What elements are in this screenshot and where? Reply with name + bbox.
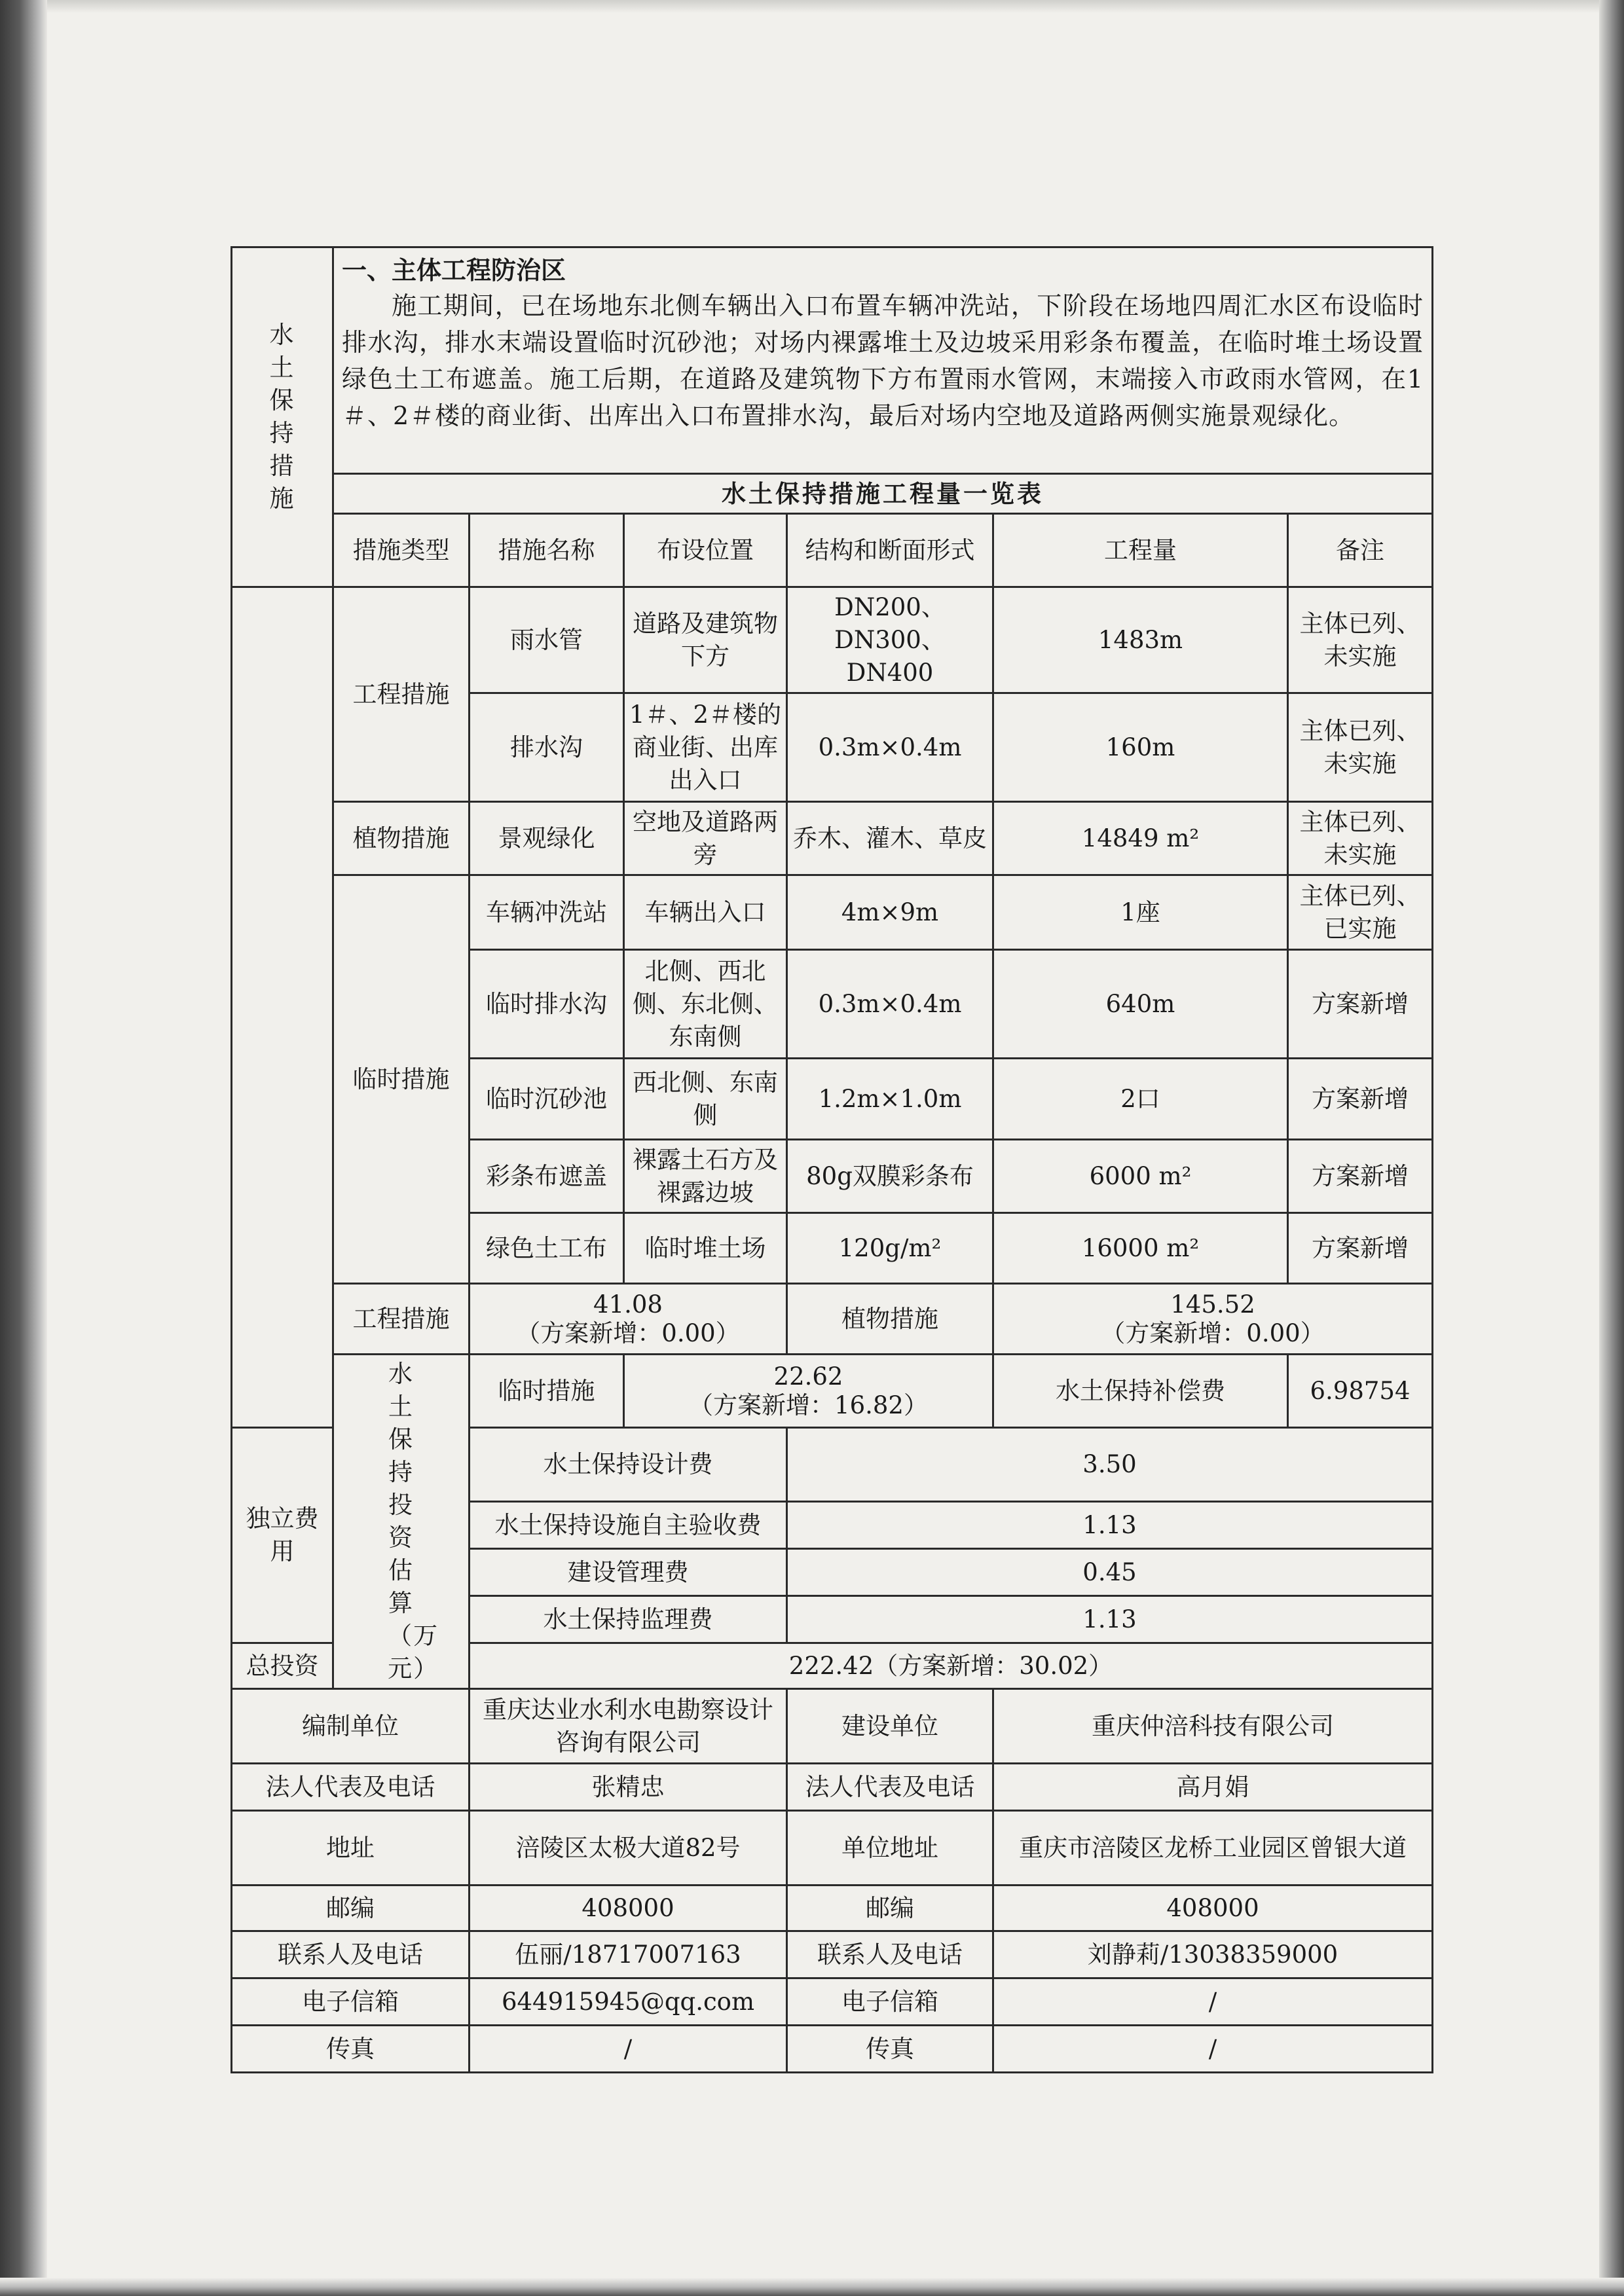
invest-engineering-value: 41.08 (593, 1290, 663, 1319)
measure-note: 方案新增 (1288, 950, 1433, 1059)
table-row (232, 802, 1433, 875)
measure-location: 裸露土石方及裸露边坡 (624, 1140, 787, 1213)
independent-item-value: 0.45 (787, 1549, 1433, 1596)
contact-right-label: 单位地址 (787, 1811, 993, 1886)
measure-note: 方案新增 (1288, 1059, 1433, 1140)
measure-form: 乔木、灌木、草皮 (787, 802, 993, 875)
measure-location: 空地及道路两旁 (624, 802, 787, 875)
contact-left-label: 联系人及电话 (232, 1931, 470, 1978)
contact-left-label: 传真 (232, 2026, 470, 2073)
invest-plant-cell (993, 1284, 1433, 1355)
measure-quantity: 2口 (993, 1059, 1288, 1140)
contact-left-value: 644915945@qq.com (470, 1978, 787, 2026)
measure-quantity: 16000 m² (993, 1213, 1288, 1284)
contact-right-value: / (993, 2026, 1433, 2073)
header-measure-name: 措施名称 (470, 514, 624, 587)
measure-form: 1.2m×1.0m (787, 1059, 993, 1140)
contact-right-value: 高月娟 (993, 1764, 1433, 1811)
measure-note: 主体已列、未实施 (1288, 587, 1433, 693)
contact-right-label: 传真 (787, 2026, 993, 2073)
contact-right-value: 刘静莉/13038359000 (993, 1931, 1433, 1978)
contact-left-value: 408000 (470, 1886, 787, 1931)
measure-form: 0.3m×0.4m (787, 950, 993, 1059)
table-row (232, 1886, 1433, 1931)
contact-right-label: 邮编 (787, 1886, 993, 1931)
contact-right-label: 法人代表及电话 (787, 1764, 993, 1811)
group-temporary: 临时措施 (333, 875, 470, 1284)
table-row (232, 1689, 1433, 1764)
table-row (232, 1764, 1433, 1811)
investment-side-label: 水土保持投资估算（万元） (333, 1355, 470, 1689)
measure-location: 车辆出入口 (624, 875, 787, 950)
measure-name: 绿色土工布 (470, 1213, 624, 1284)
measure-location: 北侧、西北侧、东北侧、东南侧 (624, 950, 787, 1059)
table-row (232, 1931, 1433, 1978)
measure-location: 1＃、2＃楼的商业街、出库出入口 (624, 693, 787, 802)
contact-left-label: 法人代表及电话 (232, 1764, 470, 1811)
measure-quantity: 640m (993, 950, 1288, 1059)
contact-left-value: / (470, 2026, 787, 2073)
contact-left-label: 邮编 (232, 1886, 470, 1931)
header-location: 布设位置 (624, 514, 787, 587)
measure-name: 彩条布遮盖 (470, 1140, 624, 1213)
invest-compensation-label: 水土保持补偿费 (993, 1355, 1288, 1428)
contact-right-label: 电子信箱 (787, 1978, 993, 2026)
scan-bottom-edge (0, 2278, 1624, 2296)
header-quantity: 工程量 (993, 514, 1288, 587)
invest-temporary-label: 临时措施 (470, 1355, 624, 1428)
invest-independent-label: 独立费用 (232, 1428, 333, 1643)
soil-conservation-table (231, 246, 1433, 2073)
contact-left-value: 涪陵区太极大道82号 (470, 1811, 787, 1886)
invest-engineering-cell (470, 1284, 787, 1355)
measure-quantity: 160m (993, 693, 1288, 802)
measures-side-label: 水土保持措施 (232, 247, 333, 587)
measure-quantity: 6000 m² (993, 1140, 1288, 1213)
table-row (232, 1355, 1433, 1428)
measure-name: 排水沟 (470, 693, 624, 802)
independent-item-label: 水土保持设计费 (470, 1428, 787, 1502)
group-plant: 植物措施 (333, 802, 470, 875)
intro-paragraph: 施工期间，已在场地东北侧车辆出入口布置车辆冲洗站，下阶段在场地四周汇水区布设临时排水沟，排水末端设置临时沉砂池；对场内裸露堆土及边坡采用彩条布覆盖，在临时堆土场设置绿色土工布遮盖。施工后期，在道路及建筑物下方布置雨水管网，末端接入市政雨水管网，在1＃、2＃楼的商业街、出库出入口布置排水沟，最后对场内空地及道路两侧实施景观绿化。 (342, 291, 1424, 430)
invest-temporary-new: （方案新增：16.82） (689, 1391, 928, 1419)
invest-plant-label: 植物措施 (787, 1284, 993, 1355)
contact-right-value: 408000 (993, 1886, 1433, 1931)
contact-left-label: 电子信箱 (232, 1978, 470, 2026)
measure-form: 4m×9m (787, 875, 993, 950)
measure-note: 主体已列、已实施 (1288, 875, 1433, 950)
contact-right-value: 重庆市涪陵区龙桥工业园区曾银大道 (993, 1811, 1433, 1886)
measure-quantity: 1483m (993, 587, 1288, 693)
measure-form: 80g双膜彩条布 (787, 1140, 993, 1213)
measure-note: 主体已列、未实施 (1288, 693, 1433, 802)
invest-total-label: 总投资 (232, 1643, 333, 1689)
contact-right-value: 重庆仲涪科技有限公司 (993, 1689, 1433, 1764)
contact-right-value: / (993, 1978, 1433, 2026)
measure-quantity: 1座 (993, 875, 1288, 950)
contact-right-label: 联系人及电话 (787, 1931, 993, 1978)
contact-left-value: 张精忠 (470, 1764, 787, 1811)
header-measure-type: 措施类型 (333, 514, 470, 587)
invest-engineering-label: 工程措施 (333, 1284, 470, 1355)
independent-item-value: 3.50 (787, 1428, 1433, 1502)
contact-left-label: 编制单位 (232, 1689, 470, 1764)
table-row (232, 1811, 1433, 1886)
measures-table-title: 水土保持措施工程量一览表 (333, 474, 1433, 514)
invest-plant-new: （方案新增：0.00） (1101, 1319, 1325, 1347)
measure-name: 雨水管 (470, 587, 624, 693)
scan-top-edge (0, 0, 1624, 13)
measure-note: 方案新增 (1288, 1140, 1433, 1213)
contact-left-label: 地址 (232, 1811, 470, 1886)
independent-item-label: 建设管理费 (470, 1549, 787, 1596)
measure-form: 120g/m² (787, 1213, 993, 1284)
contact-right-label: 建设单位 (787, 1689, 993, 1764)
header-note: 备注 (1288, 514, 1433, 587)
invest-compensation-value: 6.98754 (1288, 1355, 1433, 1428)
intro-heading: 一、主体工程防治区 (342, 255, 566, 285)
independent-item-value: 1.13 (787, 1596, 1433, 1643)
invest-total-value: 222.42（方案新增：30.02） (470, 1643, 1433, 1689)
scan-binding-shadow (0, 0, 47, 2296)
measure-name: 临时沉砂池 (470, 1059, 624, 1140)
table-row (232, 2026, 1433, 2073)
header-structure-form: 结构和断面形式 (787, 514, 993, 587)
measure-name: 景观绿化 (470, 802, 624, 875)
intro-cell (333, 247, 1433, 474)
table-row (232, 587, 1433, 693)
table-row (232, 1284, 1433, 1355)
table-row (232, 1978, 1433, 2026)
measure-location: 道路及建筑物下方 (624, 587, 787, 693)
measure-note: 主体已列、未实施 (1288, 802, 1433, 875)
contact-left-value: 重庆达业水利水电勘察设计咨询有限公司 (470, 1689, 787, 1764)
independent-item-label: 水土保持设施自主验收费 (470, 1502, 787, 1549)
independent-item-label: 水土保持监理费 (470, 1596, 787, 1643)
contact-left-value: 伍丽/18717007163 (470, 1931, 787, 1978)
measure-name: 车辆冲洗站 (470, 875, 624, 950)
measure-name: 临时排水沟 (470, 950, 624, 1059)
measure-quantity: 14849 m² (993, 802, 1288, 875)
table-row (232, 875, 1433, 950)
measure-note: 方案新增 (1288, 1213, 1433, 1284)
invest-temporary-value: 22.62 (773, 1362, 843, 1391)
measure-form: 0.3m×0.4m (787, 693, 993, 802)
invest-engineering-new: （方案新增：0.00） (516, 1319, 740, 1347)
measure-form: DN200、 DN300、 DN400 (787, 587, 993, 693)
invest-plant-value: 145.52 (1170, 1290, 1255, 1319)
scan-right-edge (1599, 0, 1624, 2296)
invest-temporary-cell (624, 1355, 993, 1428)
independent-item-value: 1.13 (787, 1502, 1433, 1549)
measures-side-blank (232, 587, 333, 1428)
group-engineering: 工程措施 (333, 587, 470, 802)
measure-location: 西北侧、东南侧 (624, 1059, 787, 1140)
measure-location: 临时堆土场 (624, 1213, 787, 1284)
